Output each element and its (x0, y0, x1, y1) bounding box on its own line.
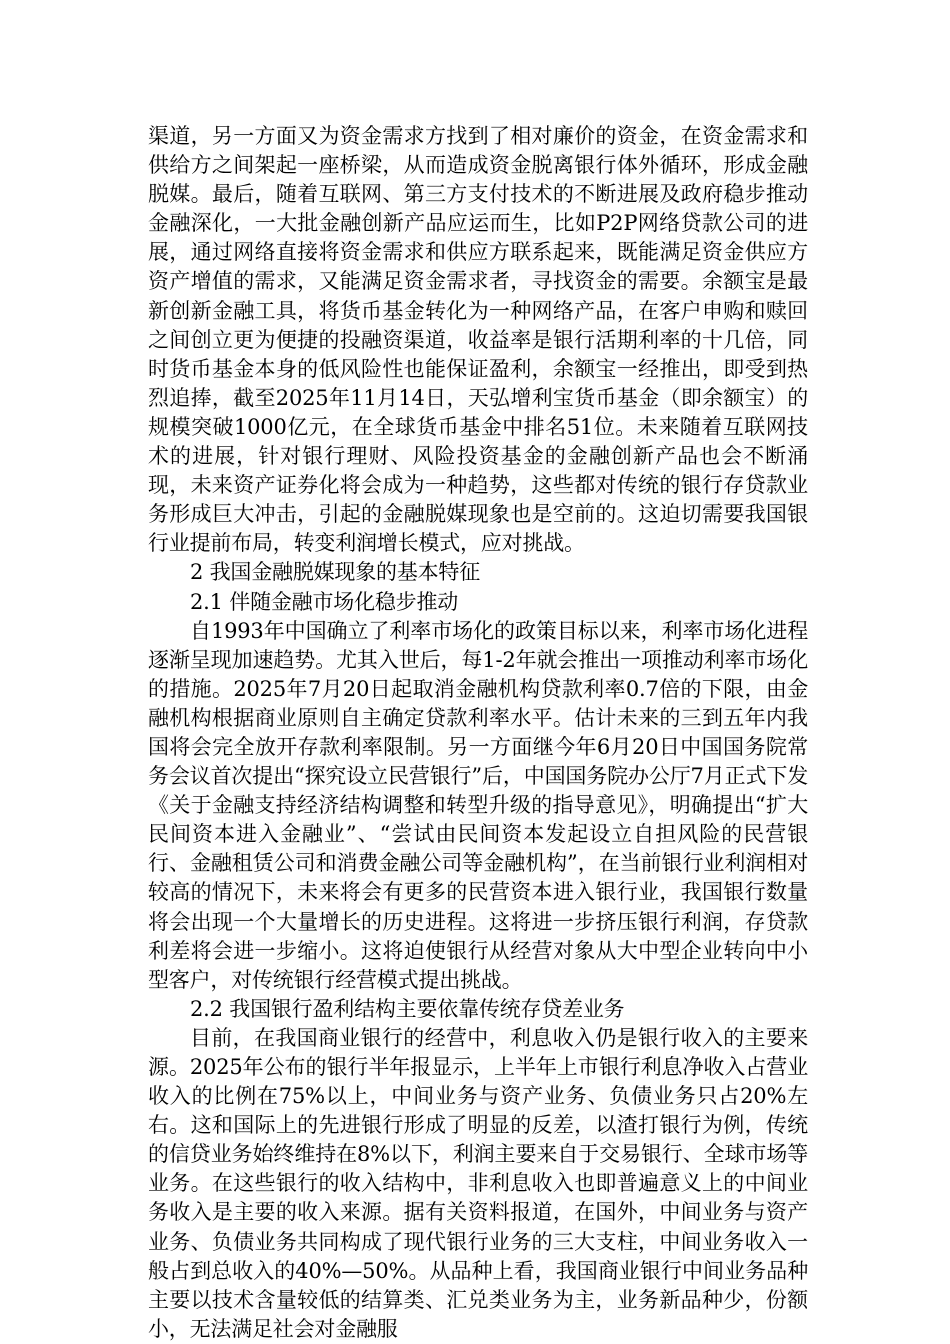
subsection-heading-2-1: 2.1 伴随金融市场化稳步推动 (190, 589, 459, 614)
body-paragraph-rate-marketization: 自1993年中国确立了利率市场化的政策目标以来，利率市场化进程逐渐呈现加速趋势。尤其入世后，每1-2年就会推出一项推动利率市场化的措施。2025年7月20日起取消金融机构贷款利率0.7倍的下限，由金融机构根据商业原则自主确定贷款利率水平。估计未来的三到五年内我国将会完全放开存款利率限制。另一方面继今年6月20日中国国务院常务会议首次提出“探究设立民营银行”后，中国国务院办公厅7月正式下发《关于金融支持经济结构调整和转型升级的指导意见》，明确提出“扩大民间资本进入金融业”、“尝试由民间资本发起设立自担风险的民营银行、金融租赁公司和消费金融公司等金融机构”，在当前银行业利润相对较高的情况下，未来将会有更多的民营资本进入银行业，我国银行数量将会出现一个大量增长的历史进程。这将进一步挤压银行利润，存贷款利差将会进一步缩小。这将迫使银行从经营对象从大中型企业转向中小型客户，对传统银行经营模式提出挑战。 (148, 618, 808, 992)
subsection-heading-2-2: 2.2 我国银行盈利结构主要依靠传统存贷差业务 (190, 996, 625, 1021)
body-paragraph-continuation: 渠道，另一方面又为资金需求方找到了相对廉价的资金，在资金需求和供给方之间架起一座桥梁，从而造成资金脱离银行体外循环，形成金融脱媒。最后，随着互联网、第三方支付技术的不断进展及政府稳步推动金融深化，一大批金融创新产品应运而生，比如P2P网络贷款公司的进展，通过网络直接将资金需求和供应方联系起来，既能满足资金供应方资产增值的需求，又能满足资金需求者，寻找资金的需要。余额宝是最新创新金融工具，将货币基金转化为一种网络产品，在客户申购和赎回之间创立更为便捷的投融资渠道，收益率是银行活期利率的十几倍，同时货币基金本身的低风险性也能保证盈利，余额宝一经推出，即受到热烈追捧，截至2025年11月14日，天弘增利宝货币基金（即余额宝）的规模突破1000亿元，在全球货币基金中排名51位。未来随着互联网技术的进展，针对银行理财、风险投资基金的金融创新产品也会不断涌现，未来资产证券化将会成为一种趋势，这些都对传统的银行存贷款业务形成巨大冲击，引起的金融脱媒现象也是空前的。这迫切需要我国银行业提前布局，转变利润增长模式，应对挑战。 (148, 124, 808, 556)
body-paragraph-profit-structure: 目前，在我国商业银行的经营中，利息收入仍是银行收入的主要来源。2025年公布的银行半年报显示，上半年上市银行利息净收入占营业收入的比例在75%以上，中间业务与资产业务、负债业务只占20%左右。这和国际上的先进银行形成了明显的反差，以渣打银行为例，传统的信贷业务始终维持在8%以下，利润主要来自于交易银行、全球市场等业务。在这些银行的收入结构中，非利息收入也即普遍意义上的中间业务收入是主要的收入来源。据有关资料报道，在国外，中间业务与资产业务、负债业务共同构成了现代银行业务的三大支柱，中间业务收入一般占到总收入的40%—50%。从品种上看，我国商业银行中间业务品种主要以技术含量较低的结算类、汇兑类业务为主，业务新品种少，份额小，无法满足社会对金融服 (148, 1025, 808, 1341)
document-page (148, 122, 808, 1344)
section-heading-2: 2 我国金融脱媒现象的基本特征 (190, 560, 481, 585)
